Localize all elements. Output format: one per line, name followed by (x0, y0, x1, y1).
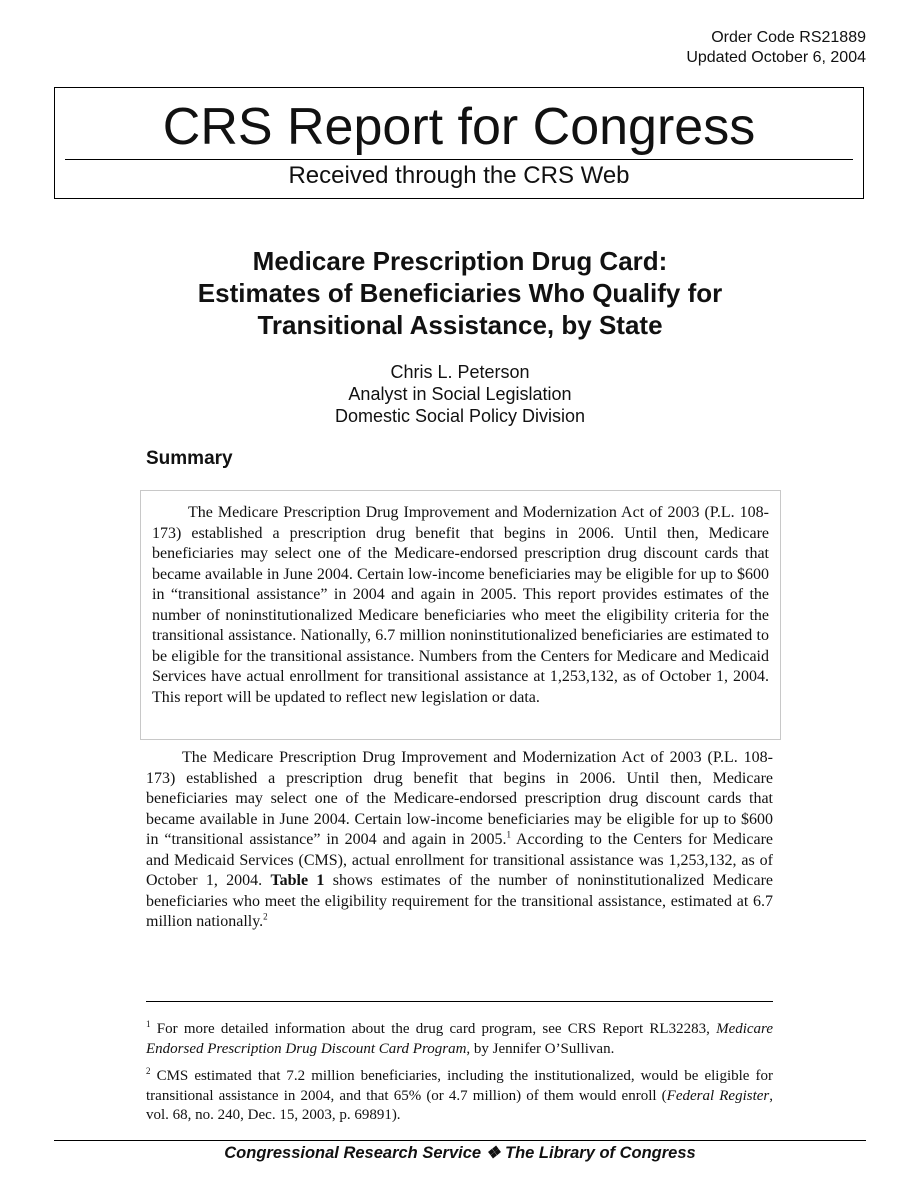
footnote-text: , vol. 68, no. 240, Dec. 15, 2003, p. 69891). (146, 1087, 773, 1123)
footnote-text: For more detailed information about the drug card program, see CRS Report RL32283, (150, 1021, 717, 1037)
banner-divider (65, 159, 853, 160)
body-text: The Medicare Prescription Drug Improvement and Modernization Act of 2003 (P.L. 108-173) established a prescription drug benefit that begins in 2006. Until then, Medicare beneficiaries may select one of the Medicare-endorsed prescription drug discount cards that became available in June 2004. Certain low-income beneficiaries may be eligible for up to $600 in “transitional assistance” in 2004 and again in 2005. (146, 749, 773, 848)
table-reference: Table 1 (270, 872, 325, 889)
footnote-1 (146, 1020, 773, 1059)
page-footer: Congressional Research Service ❖ The Library of Congress (224, 1144, 696, 1162)
author-name: Chris L. Peterson (390, 362, 530, 382)
title-line: Estimates of Beneficiaries Who Qualify for (197, 278, 723, 308)
body-paragraph (146, 748, 773, 933)
footnote-number: 2 (146, 1066, 151, 1076)
footnote-ref-2[interactable]: 2 (263, 911, 268, 922)
footnote-number: 1 (146, 1019, 151, 1029)
summary-text: The Medicare Prescription Drug Improvement and Modernization Act of 2003 (P.L. 108-173) established a prescription drug benefit that begins in 2006. Until then, Medicare beneficiaries may select one of the Medicare-endorsed prescription drug discount cards that became available in June 2004. Certain low-income beneficiaries may be eligible for up to $600 in “transitional assistance” in 2004 and again in 2005. This report provides estimates of the number of noninstitutionalized Medicare beneficiaries who meet the eligibility criteria for the transitional assistance. Nationally, 6.7 million noninstitutionalized beneficiaries are estimated to be eligible for the transitional assistance. Numbers from the Centers for Medicare and Medicaid Services have actual enrollment for transitional assistance at 1,253,132, as of October 1, 2004. This report will be updated to reflect new legislation or data. (152, 504, 769, 706)
author-division: Domestic Social Policy Division (334, 406, 586, 426)
banner-subtitle: Received through the CRS Web (288, 162, 630, 189)
title-line: Transitional Assistance, by State (257, 310, 663, 340)
body-text: According to the Centers for Medicare and Medicaid Services (CMS), actual enrollment for transitional assistance was 1,253,132, as of October 1, 2004. (146, 831, 774, 889)
footnote-ref-1[interactable]: 1 (506, 829, 511, 840)
footnote-citation-title: Federal Register (666, 1087, 770, 1104)
title-line: Medicare Prescription Drug Card: (252, 246, 668, 276)
summary-box (140, 490, 781, 740)
document-title (100, 245, 820, 341)
footer-divider (54, 1140, 866, 1141)
footnotes (146, 1020, 773, 1134)
order-code: Order Code RS21889 (711, 29, 866, 46)
body-text: shows estimates of the number of noninstitutionalized Medicare beneficiaries who meet the eligibility requirement for the transitional assistance, estimated at 6.7 million nationally. (146, 872, 774, 930)
report-banner (54, 87, 864, 199)
author-title: Analyst in Social Legislation (348, 384, 572, 404)
footnote-text: , by Jennifer O’Sullivan. (466, 1040, 615, 1057)
footnote-2 (146, 1067, 773, 1126)
summary-heading: Summary (146, 448, 233, 469)
author-block (100, 361, 820, 427)
footnote-divider (146, 1001, 773, 1002)
banner-title: CRS Report for Congress (162, 98, 756, 156)
updated-date: Updated October 6, 2004 (686, 49, 866, 66)
order-code-block (686, 28, 866, 68)
footnote-citation-title: Medicare Endorsed Prescription Drug Discount Card Program (146, 1021, 773, 1057)
footnote-text: CMS estimated that 7.2 million beneficiaries, including the institutionalized, would be eligible for transitional assistance in 2004, and that 65% (or 4.7 million) of them would enroll ( (146, 1068, 773, 1104)
